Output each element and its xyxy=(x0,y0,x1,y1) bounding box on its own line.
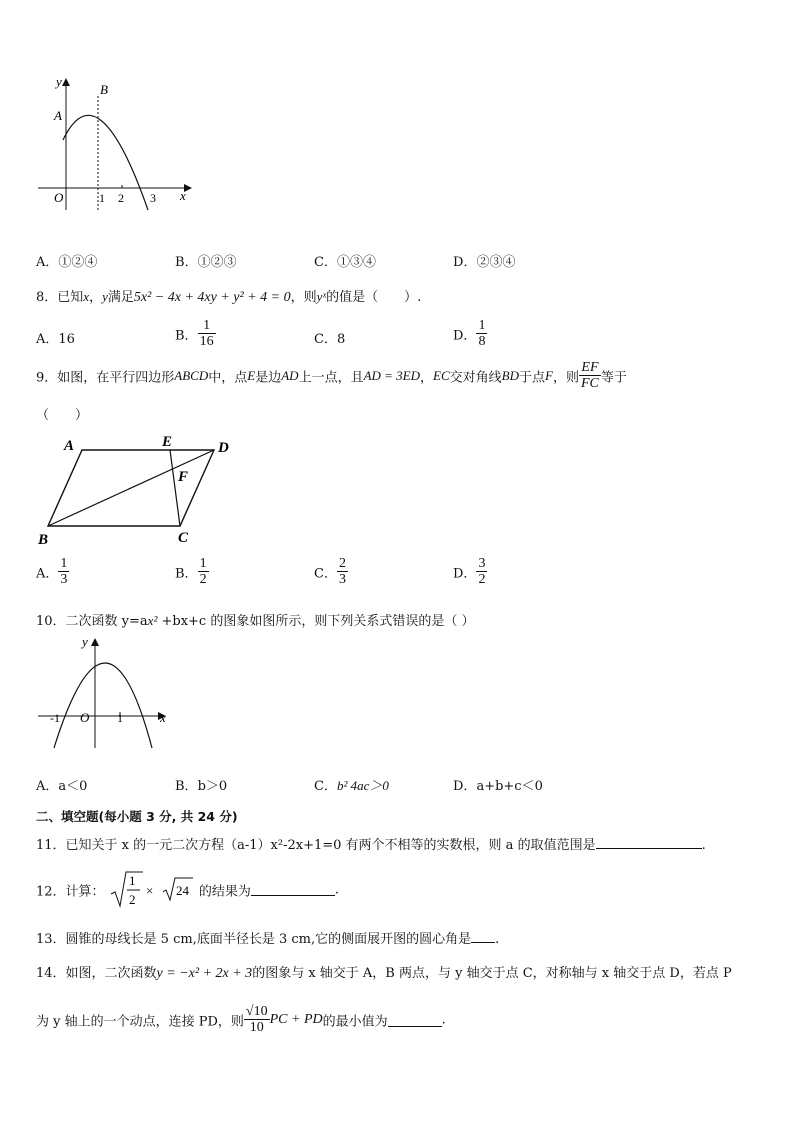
q9-paren: （ ） xyxy=(36,408,89,423)
q10-parabola-curve xyxy=(54,663,152,748)
q7-tick-1: 1 xyxy=(99,191,105,205)
q9-parallelogram-figure xyxy=(30,430,250,550)
q14-line-2: 为 y 轴上的一个动点，连接 PD，则 $\frac{√10}{10}$ PC + PD的最小值为 . xyxy=(36,1004,446,1036)
q10-option-a[interactable]: A．a＜0 xyxy=(36,779,88,794)
q7-option-d[interactable]: D．②③④ xyxy=(453,255,516,270)
q13-answer-blank[interactable] xyxy=(471,941,495,943)
q8-option-c[interactable]: C．8 xyxy=(314,332,346,347)
q13-stem: 13．圆锥的母线长是 5 cm,底面半径长是 3 cm,它的侧面展开图的圆心角是 . xyxy=(36,932,500,947)
q7-y-arrow-icon xyxy=(62,78,70,86)
q12-stem: 12．计算： 1 2 × 24 的结果为 . xyxy=(36,870,339,910)
q9-label-b: B xyxy=(38,532,49,548)
q9-option-b[interactable]: B． $\frac{1}{2}$ xyxy=(175,556,207,588)
q10-parabola-graph xyxy=(34,630,184,755)
q12-times: × xyxy=(145,883,154,898)
q7-parabola-curve xyxy=(63,115,148,210)
q8-option-a[interactable]: A．16 xyxy=(36,332,75,347)
q7-tick-3: 3 xyxy=(150,191,156,205)
q7-option-a[interactable]: A．①②④ xyxy=(36,255,98,270)
q9-option-d[interactable]: D． $\frac{3}{2}$ xyxy=(453,556,486,588)
q7-parabola-graph xyxy=(30,70,200,220)
q9-label-f: F xyxy=(178,469,189,485)
q9-option-c[interactable]: C． $\frac{2}{3}$ xyxy=(314,556,346,588)
q7-label-b: B xyxy=(100,82,108,97)
q12-answer-blank[interactable] xyxy=(251,894,335,896)
q10-label-one: 1 xyxy=(117,711,123,725)
q14-function: y = −x² + 2x + 3 xyxy=(156,966,253,981)
q11-stem: 11．已知关于 x 的一元二次方程（a-1）x²-2x+1=0 有两个不相等的实数根，则 a 的取值范围是 . xyxy=(36,838,706,853)
q7-option-c[interactable]: C．①③④ xyxy=(314,255,376,270)
q8-option-b[interactable]: B． $\frac{1}{16}$ xyxy=(175,318,214,350)
q9-diagonal-bd xyxy=(48,450,214,526)
q12-radicand: 24 xyxy=(175,883,189,898)
q10-option-c[interactable]: C．b² 4ac＞0 xyxy=(314,778,389,794)
q12-sqrt-24 xyxy=(161,870,195,910)
q9-label-d: D xyxy=(218,440,229,456)
q10-option-b[interactable]: B．b＞0 xyxy=(175,779,228,794)
q10-label-origin: O xyxy=(80,710,90,725)
q7-option-b[interactable]: B．①②③ xyxy=(175,255,237,270)
q9-segment-ec xyxy=(170,450,180,526)
section-2-title: 二、填空题(每小题 3 分, 共 24 分) xyxy=(36,809,238,824)
q10-y-arrow-icon xyxy=(91,638,99,646)
q10-label-y: y xyxy=(82,634,88,649)
q9-stem: 9．如图，在平行四边形ABCD中，点E是边AD上一点，且AD = 3ED，EC交对角线BD于点F，则 $\frac{EF}{FC}$ 等于 xyxy=(36,360,627,392)
q8-option-d[interactable]: D． $\frac{1}{8}$ xyxy=(453,318,486,350)
q10-stem: 10．二次函数 y=ax² +bx+c 的图象如图所示，则下列关系式错误的是（ ） xyxy=(36,613,475,629)
q12-sqrt-fraction xyxy=(109,870,169,910)
q7-label-y: y xyxy=(56,74,62,89)
q9-label-c: C xyxy=(178,530,189,546)
q14-line-1: 14．如图，二次函数y = −x² + 2x + 3的图象与 x 轴交于 A，B 两点，与 y 轴交于点 C，对称轴与 x 轴交于点 D，若点 P xyxy=(36,966,732,981)
q8-equation: 5x² − 4x + 4xy + y² + 4 = 0 xyxy=(133,290,291,305)
q12-frac-den: 2 xyxy=(128,892,136,907)
q7-tick-2: 2 xyxy=(118,191,124,205)
q9-label-a: A xyxy=(64,438,75,454)
q9-label-e: E xyxy=(162,434,173,450)
q7-label-x: x xyxy=(180,188,186,203)
q9-option-a[interactable]: A． $\frac{1}{3}$ xyxy=(36,556,68,588)
q11-answer-blank[interactable] xyxy=(596,847,702,849)
q10-label-neg-one: -1 xyxy=(50,711,60,725)
q8-stem: 8．已知x，y满足5x² − 4x + 4xy + y² + 4 = 0，则yˣ的值是（ ）. xyxy=(36,289,422,305)
q12-frac-num: 1 xyxy=(128,873,136,888)
q10-option-d[interactable]: D．a+b+c＜0 xyxy=(453,779,543,794)
q7-label-origin: O xyxy=(54,190,64,205)
q14-answer-blank[interactable] xyxy=(388,1025,442,1027)
q7-label-a: A xyxy=(54,108,62,123)
q10-label-x: x xyxy=(160,710,166,725)
